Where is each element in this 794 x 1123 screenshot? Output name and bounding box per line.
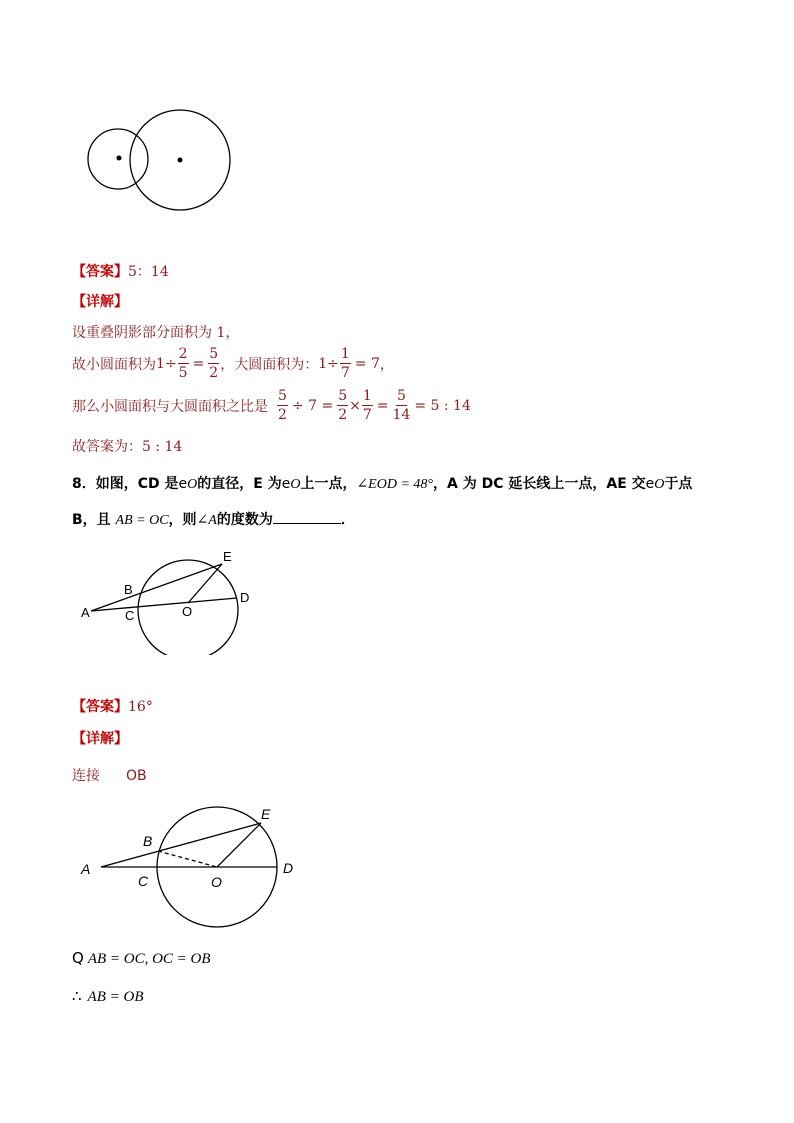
p8-q-text-g: ，则 (168, 512, 197, 528)
p7-detail-line1: 设重叠阴影部分面积为 1， (72, 325, 240, 341)
proof-line2 (72, 987, 144, 1006)
p8-q-end: ． (340, 512, 355, 528)
label-e: E (261, 806, 271, 822)
proof2-text: AB = OB (87, 989, 144, 1005)
circle-figure-2 (75, 800, 305, 930)
p7-line3-result: = 5 : 14 (414, 397, 471, 414)
p7-line3-eq: = (376, 397, 389, 414)
label-o: O (211, 874, 222, 890)
p7-answer-line (72, 261, 169, 281)
detail-label: 【详解】 (72, 294, 128, 310)
circle-figure-1 (75, 540, 265, 655)
p7-detail-line4: 故答案为：5 : 14 (72, 439, 183, 455)
label-e: E (223, 549, 232, 564)
circle-O: O (654, 477, 665, 492)
p8-q-text-a: 8．如图，CD 是 (72, 476, 179, 492)
p8-detail-line1 (72, 765, 147, 785)
p8-q-text-f: B，且 (72, 512, 111, 528)
detail-label: 【详解】 (72, 731, 128, 747)
p7-line2-expr2-pre: 1÷ (318, 355, 339, 372)
label-d: D (240, 590, 250, 605)
p8-q-text-d: ，A 为 DC 延长线上一点，AE 交 (433, 476, 646, 492)
circle-symbol: e (281, 476, 291, 492)
answer-blank (273, 511, 341, 524)
p8-angle-eod: ∠EOD = 48° (356, 477, 434, 492)
label-a: A (81, 861, 91, 877)
p7-line2-end: ， (379, 356, 394, 373)
label-c: C (125, 608, 135, 623)
circle-O: O (187, 477, 198, 492)
p7-line3-mid1: ÷ 7 = (291, 397, 334, 414)
circle-symbol: e (645, 476, 655, 492)
because-symbol: Q (72, 949, 84, 967)
therefore-symbol: ∴ (72, 987, 82, 1005)
circle-symbol: e (178, 476, 188, 492)
p8-condition: AB = OC (115, 513, 169, 528)
p7-frac-1-7-b: $\frac{1}{7}$ (362, 388, 372, 423)
p7-line3-prefix: 那么小圆面积与大圆面积之比是 (72, 398, 268, 415)
circle-O: O (290, 477, 301, 492)
p7-answer-value: 5：14 (128, 264, 169, 280)
small-circle-center (117, 156, 122, 161)
p7-line2-eq: = (192, 355, 205, 372)
p7-detail-line2 (72, 347, 394, 380)
p7-line2-prefix: 故小圆面积为 (72, 356, 156, 373)
two-circles-figure (80, 100, 240, 220)
p8-answer-value: 16° (128, 699, 153, 715)
large-circle-center (178, 158, 183, 163)
p7-line3-times: × (349, 397, 361, 414)
p8-detail-label-line (72, 728, 128, 748)
label-b: B (124, 582, 133, 597)
connect-text: 连接 (72, 768, 100, 784)
p7-frac-5-2: $\frac{5}{2}$ (209, 346, 219, 381)
p7-line2-expr-pre: 1÷ (156, 355, 177, 372)
p8-answer-line (72, 696, 153, 716)
answer-label: 【答案】 (72, 264, 128, 280)
p8-question-line2 (72, 509, 355, 529)
dashed-line-o-b (158, 851, 217, 867)
p7-detail-line3 (72, 389, 471, 422)
p7-frac-5-14: $\frac{5}{14}$ (392, 388, 411, 423)
segment-ob: OB (126, 768, 147, 784)
p8-q-text-h: 的度数为 (216, 512, 273, 528)
p7-frac-5-2-b: $\frac{5}{2}$ (338, 388, 348, 423)
label-b: B (143, 833, 153, 849)
p7-frac-2-5: $\frac{2}{5}$ (178, 346, 188, 381)
p8-q-text-c: 上一点， (300, 476, 357, 492)
label-o: O (182, 604, 193, 619)
proof1-text: AB = OC, OC = OB (87, 951, 211, 967)
label-d: D (283, 860, 294, 876)
p8-q-text-b: 的直径，E 为 (197, 476, 282, 492)
p7-line2-mid: ，大圆面积为： (220, 356, 319, 373)
line-a-e (101, 823, 261, 867)
p8-question-line1 (72, 473, 692, 493)
p8-angle-a: ∠A (196, 513, 217, 528)
p7-frac-1-7: $\frac{1}{7}$ (340, 346, 350, 381)
p7-detail-label-line (72, 291, 128, 311)
p7-line2-expr2-post: = 7 (354, 355, 380, 372)
line-a-d (91, 598, 237, 611)
p7-frac-5-2-a: $\frac{5}{2}$ (278, 388, 287, 423)
label-a: A (81, 605, 90, 620)
label-c: C (138, 873, 149, 889)
proof-line1 (72, 949, 211, 968)
p8-q-text-e: 于点 (664, 476, 693, 492)
answer-label: 【答案】 (72, 699, 128, 715)
